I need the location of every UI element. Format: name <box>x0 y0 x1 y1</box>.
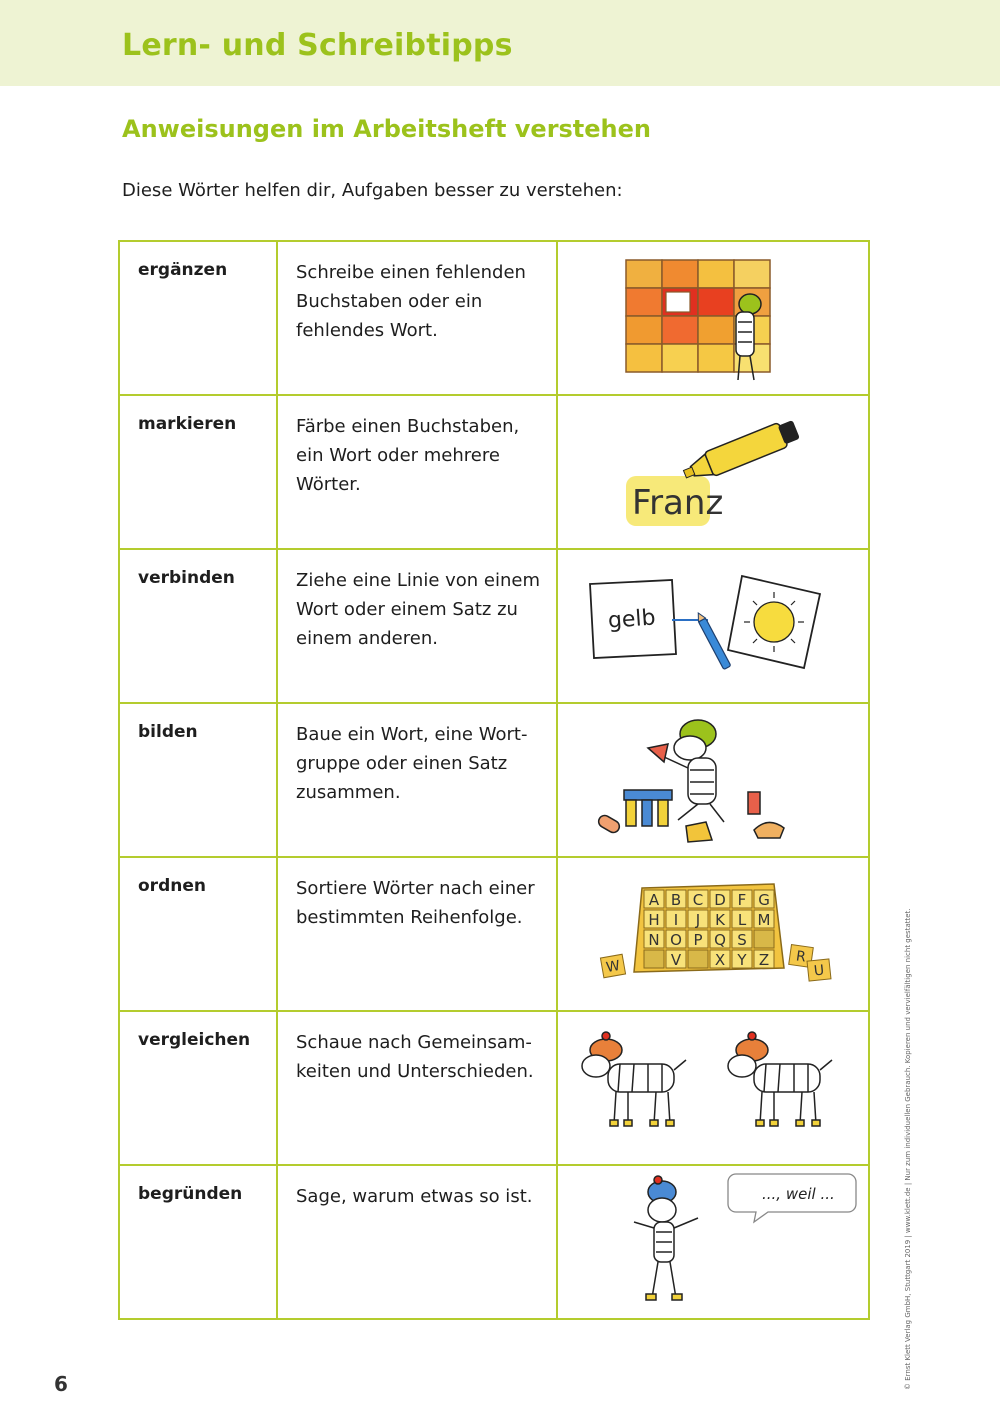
description-cell <box>277 395 557 549</box>
page-number: 6 <box>54 1372 68 1396</box>
term-label: ordnen <box>138 876 206 896</box>
letter-tile-text: Y <box>737 951 747 969</box>
term-cell <box>119 1165 277 1319</box>
term-label: verbinden <box>138 568 235 588</box>
word-card-text: gelb <box>607 605 657 634</box>
letter-tile-text: P <box>693 931 703 949</box>
term-description: Schreibe einen fehlenden Buchstaben oder ein fehlendes Wort. <box>296 262 526 341</box>
term-description: Ziehe eine Linie von einem Wort oder einem Satz zu einem anderen. <box>296 570 541 649</box>
term-label: vergleichen <box>138 1030 251 1050</box>
letter-tile-text: M <box>757 911 771 929</box>
letter-tile-text: B <box>670 891 682 909</box>
loose-letter-tile <box>600 954 625 978</box>
zebra-right <box>728 1032 832 1126</box>
picture-cell <box>557 857 869 1011</box>
letter-tile-text: C <box>692 891 704 909</box>
picture-cell <box>557 1165 869 1319</box>
letter-tile-text: O <box>670 931 682 949</box>
letter-tile <box>644 950 664 968</box>
table-row <box>119 857 869 1011</box>
letter-tile-text: K <box>715 911 725 929</box>
term-cell <box>119 549 277 703</box>
term-label: markieren <box>138 414 237 434</box>
picture-cell <box>557 549 869 703</box>
loose-letter-tile <box>807 959 831 981</box>
letter-tile-text: N <box>648 931 660 949</box>
letter-tile-text: S <box>737 931 747 949</box>
letter-tile-text: J <box>695 911 701 929</box>
zebra-puzzle-illustration <box>558 242 868 394</box>
term-cell <box>119 395 277 549</box>
intro-text: Diese Wörter helfen dir, Aufgaben besser zu verstehen: <box>122 180 623 201</box>
zebra-left <box>582 1032 686 1126</box>
description-cell <box>277 703 557 857</box>
table-row <box>119 395 869 549</box>
term-label: begründen <box>138 1184 243 1204</box>
term-cell <box>119 1011 277 1165</box>
term-label: ergänzen <box>138 260 228 280</box>
letter-tile-text: D <box>714 891 726 909</box>
picture-cell <box>557 241 869 395</box>
letter-tile-text: L <box>737 911 747 929</box>
letter-tile <box>754 930 774 948</box>
page-header-title: Lern- und Schreibtipps <box>122 28 513 63</box>
letter-tile-text: X <box>714 951 726 969</box>
table-row <box>119 1165 869 1319</box>
picture-cell <box>557 703 869 857</box>
term-description: Färbe einen Buchstaben, ein Wort oder mehrere Wörter. <box>296 416 520 495</box>
letter-tile-text: V <box>670 951 682 969</box>
term-cell <box>119 241 277 395</box>
term-description: Baue ein Wort, eine Wort-gruppe oder einen Satz zusammen. <box>296 724 528 803</box>
zebra-speech-illustration <box>558 1166 868 1318</box>
zebra-blocks-illustration <box>558 704 868 856</box>
table-row <box>119 1011 869 1165</box>
term-description: Sortiere Wörter nach einer bestimmten Reihenfolge. <box>296 878 535 928</box>
letter-tile-text: H <box>648 911 660 929</box>
term-cell <box>119 857 277 1011</box>
svg-text:W: W <box>604 957 622 977</box>
letter-tile-text: F <box>737 891 747 909</box>
letter-tile <box>688 950 708 968</box>
highlighted-word: Franz <box>632 483 724 523</box>
description-cell <box>277 1011 557 1165</box>
highlighter-illustration <box>558 396 868 548</box>
term-label: bilden <box>138 722 198 742</box>
svg-text:R: R <box>794 948 807 966</box>
description-cell <box>277 857 557 1011</box>
term-description: Sage, warum etwas so ist. <box>296 1186 533 1207</box>
table-row <box>119 241 869 395</box>
two-zebras-illustration <box>558 1012 868 1164</box>
letter-tile-text: Q <box>714 931 726 949</box>
section-title: Anweisungen im Arbeitsheft verstehen <box>122 115 652 143</box>
picture-cell <box>557 395 869 549</box>
description-cell <box>277 1165 557 1319</box>
letter-tile-text: Z <box>758 951 770 969</box>
term-cell <box>119 703 277 857</box>
connect-line-illustration <box>558 550 868 702</box>
letter-tile-text: G <box>758 891 770 909</box>
letter-tray-illustration <box>558 858 868 1010</box>
picture-cell <box>557 1011 869 1165</box>
copyright-notice: © Ernst Klett Verlag GmbH, Stuttgart 2019 | www.klett.de | Nur zum individuellen Gebrauch. Kopieren und vervielfältigen nicht gestattet. <box>904 908 912 1390</box>
terms-table <box>118 240 870 1320</box>
description-cell <box>277 241 557 395</box>
letter-tile-text: A <box>648 891 660 909</box>
svg-text:U: U <box>813 962 826 980</box>
term-description: Schaue nach Gemeinsam-keiten und Unterschieden. <box>296 1032 534 1082</box>
table-row <box>119 703 869 857</box>
description-cell <box>277 549 557 703</box>
table-row <box>119 549 869 703</box>
letter-tile-text: I <box>673 911 679 929</box>
speech-bubble-text: ..., weil ... <box>762 1185 835 1203</box>
